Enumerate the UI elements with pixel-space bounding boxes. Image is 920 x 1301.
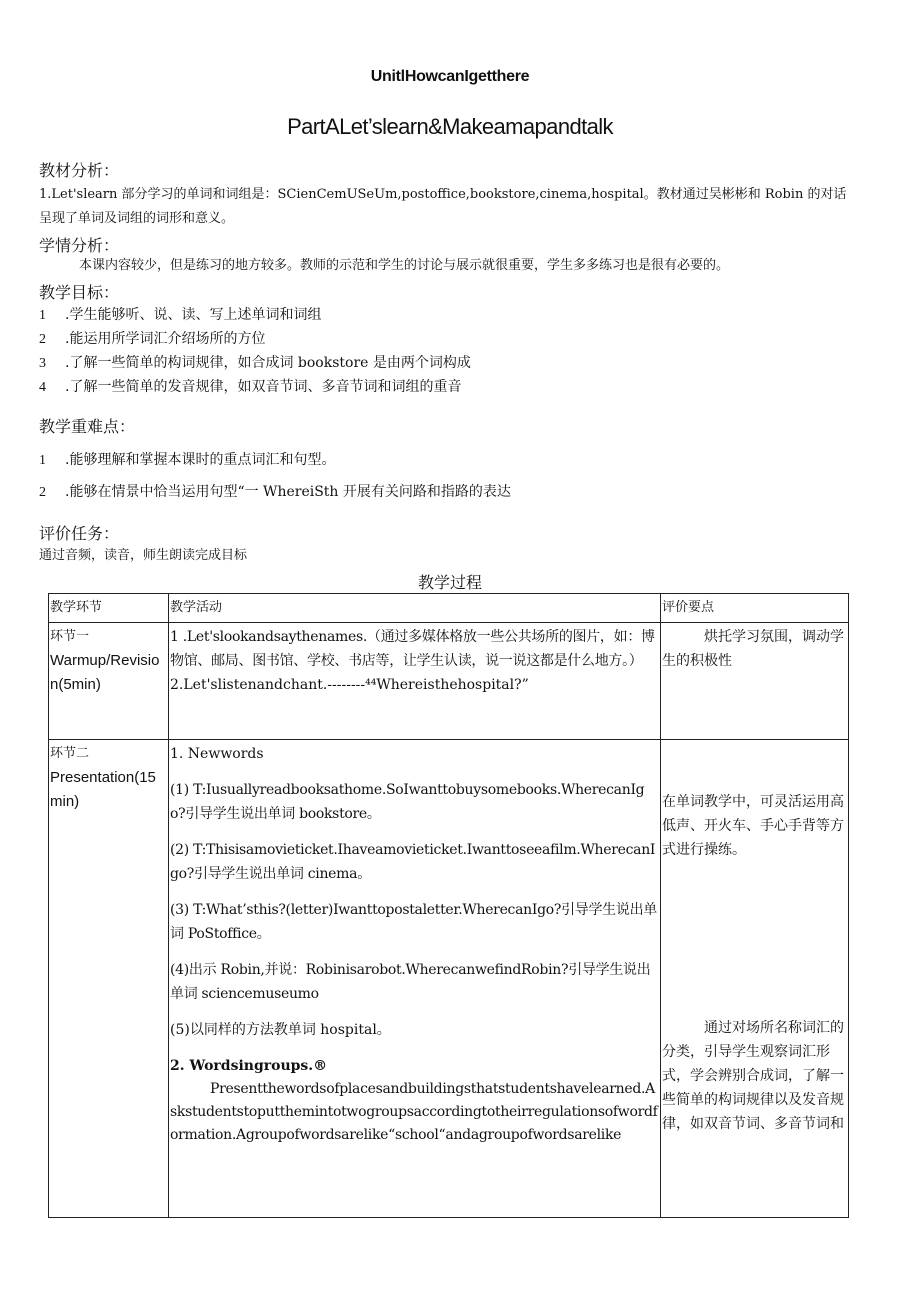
column-header: 教学环节 — [49, 594, 169, 623]
stage-cell — [49, 623, 169, 740]
objective-item — [39, 328, 265, 348]
activity-line: (1) T:Iusuallyreadbooksathome.SoIwanttobuysomebooks.WherecanIgo?引导学生说出单词 bookstore。 — [170, 782, 645, 822]
key-point-number: 1 — [39, 453, 46, 468]
activity-heading: 1. Newwords — [170, 746, 264, 762]
evaluation-text: 烘托学习氛围，调动学生的积极性 — [662, 629, 844, 669]
part-title: PartALet’slearn&Makeamapandtalk — [287, 114, 613, 139]
learner-analysis-heading: 学情分析： — [39, 236, 120, 255]
activity-line: 2.Let'slistenandchant.--------⁴⁴Whereisthehospital?” — [170, 677, 529, 693]
objective-number: 1 — [39, 308, 46, 323]
assessment-heading: 评价任务： — [39, 524, 120, 543]
key-points-heading: 教学重难点： — [39, 417, 136, 436]
activity-line: (4)出示 Robin,并说：Robinisarobot.WherecanwefindRobin?引导学生说出单词 sciencemuseumo — [170, 962, 651, 1002]
evaluation-text: 通过对场所名称词汇的分类，引导学生观察词汇形式，学会辨别合成词，了解一些简单的构词规律以及发音规律，如双音节词、多音节词和 — [662, 1020, 844, 1132]
unit-title: UnitlHowcanIgetthere — [370, 68, 530, 85]
objective-item — [39, 304, 321, 324]
activity-line: (2) T:Thisisamovieticket.Ihaveamovieticket.Iwanttoseeafilm.WherecanIgo?引导学生说出单词 cinema。 — [170, 842, 656, 882]
key-point-item — [39, 481, 511, 501]
objective-text: .能运用所学词汇介绍场所的方位 — [65, 331, 266, 347]
stage-cell — [49, 740, 169, 1218]
learner-analysis-text: 本课内容较少，但是练习的地方较多。教师的示范和学生的讨论与展示就很重要，学生多多练习也是很有必要的。 — [79, 258, 730, 273]
activity-cell — [169, 623, 661, 740]
objective-item — [39, 376, 461, 396]
objective-text: .了解一些简单的发音规律，如双音节词、多音节词和词组的重音 — [65, 379, 462, 395]
key-point-text: .能够理解和掌握本课时的重点词汇和句型。 — [65, 452, 336, 468]
evaluation-text: 在单词教学中，可灵活运用高低声、开火车、手心手背等方式进行操练。 — [662, 794, 844, 858]
material-analysis-heading: 教材分析： — [39, 161, 120, 180]
stage-name: Presentation(15min) — [50, 769, 156, 810]
key-point-item — [39, 449, 335, 469]
process-title: 教学过程 — [417, 573, 482, 592]
process-table — [48, 593, 849, 1218]
activity-line: (3) T:What’sthis?(letter)Iwanttopostaletter.WherecanIgo?引导学生说出单词 PoStoffice。 — [170, 902, 657, 942]
key-point-number: 2 — [39, 485, 46, 500]
objective-number: 2 — [39, 332, 46, 347]
objective-item — [39, 352, 471, 372]
evaluation-cell — [661, 740, 849, 1218]
column-header: 评价要点 — [661, 594, 849, 623]
table-row — [49, 623, 849, 740]
activity-line: 1 .Let'slookandsaythenames.（通过多媒体格放一些公共场所的图片，如：博物馆、邮局、图书馆、学校、书店等，让学生认读，说一说这都是什么地方。） — [170, 629, 655, 669]
objective-text: .学生能够听、说、读、写上述单词和词组 — [65, 307, 322, 323]
activity-heading: 2. Wordsingroups.® — [170, 1058, 328, 1074]
stage-label: 环节一 — [50, 629, 90, 644]
column-header: 教学活动 — [169, 594, 661, 623]
activity-line: (5)以同样的方法教单词 hospital。 — [170, 1022, 391, 1038]
evaluation-cell — [661, 623, 849, 740]
material-analysis-text: 1.Let'slearn 部分学习的单词和词组是：SCienCemUSeUm,postoffice,bookstore,cinema,hospital。教材通过吴彬彬和 Robin 的对话呈现了单词及词组的词形和意义。 — [39, 187, 847, 226]
assessment-text: 通过音频，读音，师生朗读完成目标 — [39, 548, 248, 563]
stage-label: 环节二 — [50, 746, 90, 761]
table-header-row — [49, 594, 849, 623]
objectives-heading: 教学目标： — [39, 283, 120, 302]
stage-name: Warmup/Revision(5min) — [50, 652, 160, 693]
objective-number: 4 — [39, 380, 46, 395]
objective-text: .了解一些简单的构词规律，如合成词 bookstore 是由两个词构成 — [65, 355, 471, 371]
activity-line: Presentthewordsofplacesandbuildingsthatstudentshavelearned.Askstudentstoputthemintotwogroupsaccordingtotheirregulationsofwordformation.Agroupofwordsarelike“school“andagroupofwordsarelike — [170, 1081, 658, 1143]
key-point-text: .能够在情景中恰当运用句型“一 WhereiSth 开展有关问路和指路的表达 — [65, 484, 511, 500]
objective-number: 3 — [39, 356, 46, 371]
activity-cell — [169, 740, 661, 1218]
table-row — [49, 740, 849, 1218]
